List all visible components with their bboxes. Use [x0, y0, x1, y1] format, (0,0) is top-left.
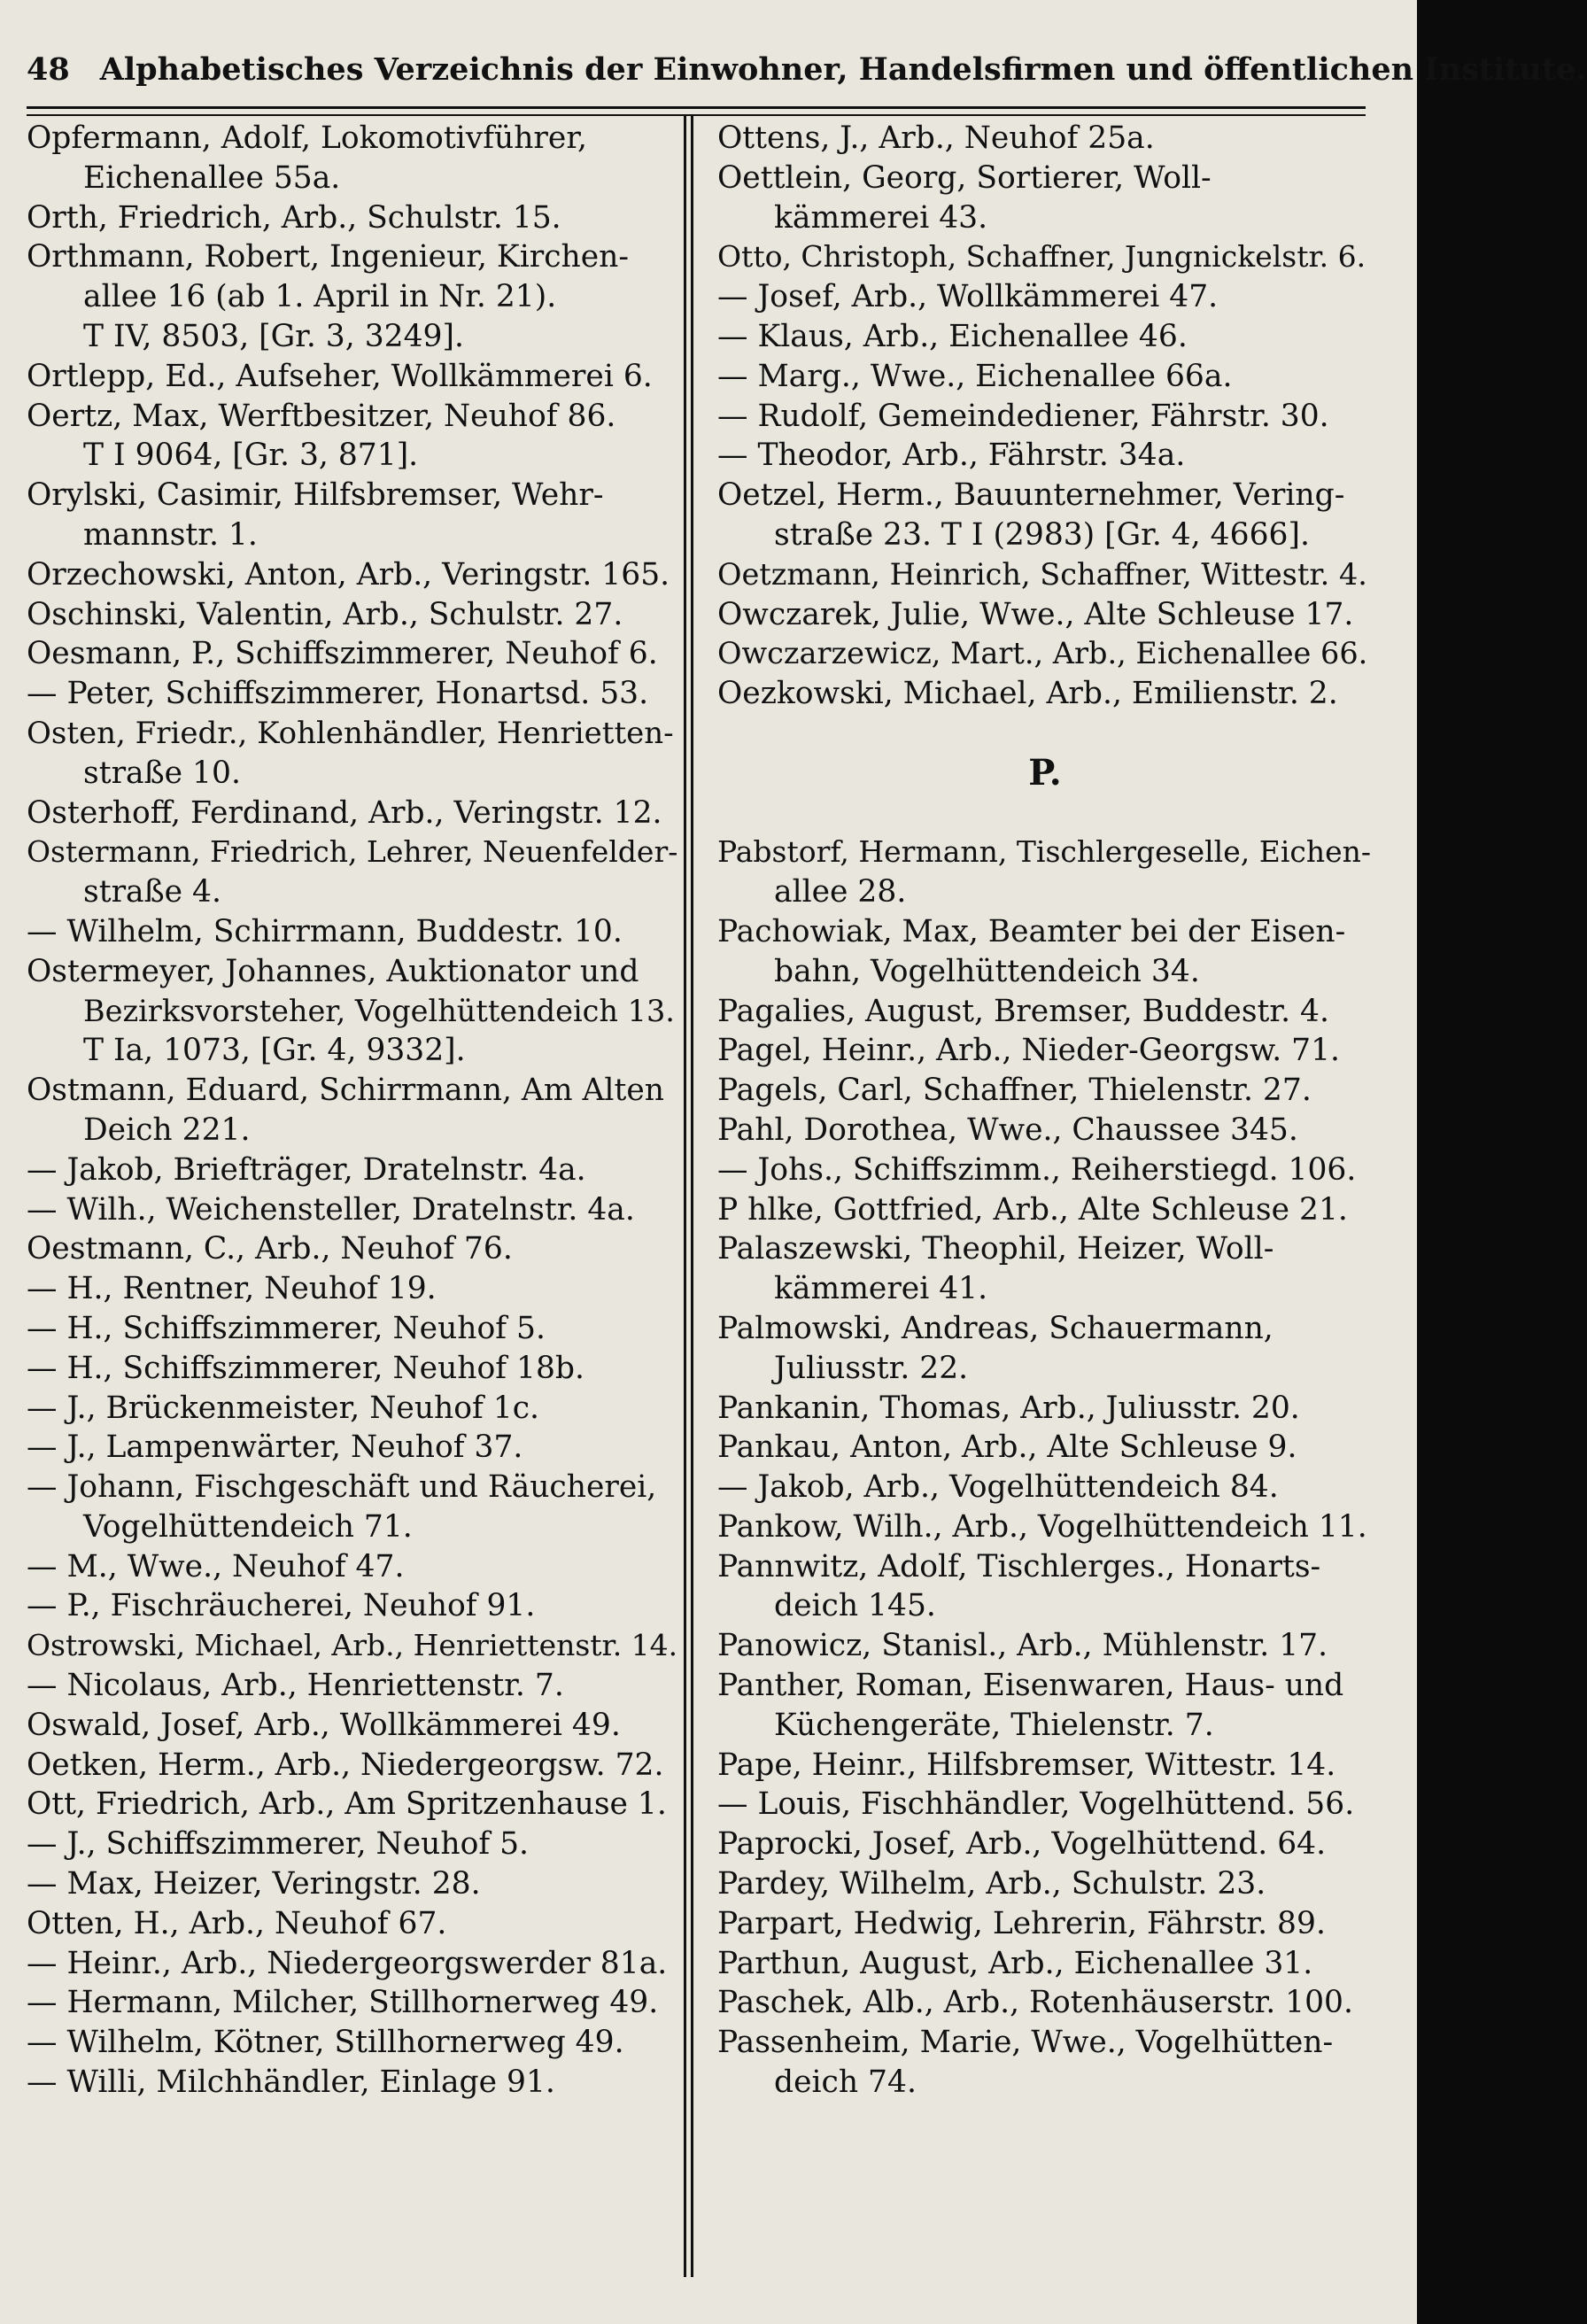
directory-line: — Willi, Milchhändler, Einlage 91. [27, 2064, 555, 2101]
directory-line: Pagel, Heinr., Arb., Nieder-Georgsw. 71. [717, 1033, 1341, 1069]
directory-line: — J., Brückenmeister, Neuhof 1c. [27, 1390, 540, 1426]
directory-line: Otto, Christoph, Schaffner, Jungnickelstr. 6. [717, 239, 1366, 275]
directory-line: — Jakob, Briefträger, Dratelnstr. 4a. [27, 1151, 586, 1188]
directory-line: — Johs., Schiffszimm., Reiherstiegd. 106. [717, 1151, 1357, 1188]
directory-line: Owczarzewicz, Mart., Arb., Eichenallee 66. [717, 636, 1368, 671]
directory-line: — Max, Heizer, Veringstr. 28. [27, 1866, 481, 1902]
directory-line: Otten, H., Arb., Neuhof 67. [27, 1905, 447, 1941]
directory-line: bahn, Vogelhüttendeich 34. [774, 953, 1200, 989]
directory-line: Pannwitz, Adolf, Tischlerges., Honarts- [717, 1548, 1321, 1584]
directory-line: Oswald, Josef, Arb., Wollkämmerei 49. [27, 1707, 621, 1743]
directory-line: Oetzmann, Heinrich, Schaffner, Wittestr. 4. [717, 556, 1367, 592]
directory-line: deich 74. [774, 2064, 917, 2101]
directory-line: Ott, Friedrich, Arb., Am Spritzenhause 1. [27, 1786, 667, 1823]
directory-line: — Theodor, Arb., Fährstr. 34a. [717, 438, 1186, 474]
section-heading: P. [1028, 751, 1062, 794]
directory-line: Passenheim, Marie, Wwe., Vogelhütten- [717, 2025, 1334, 2061]
directory-line: Ottens, J., Arb., Neuhof 25a. [717, 120, 1155, 156]
header-rule [27, 106, 1366, 109]
directory-line: Pagels, Carl, Schaffner, Thielenstr. 27. [717, 1073, 1312, 1109]
directory-line: Palmowski, Andreas, Schauermann, [717, 1310, 1273, 1346]
directory-line: — Josef, Arb., Wollkämmerei 47. [717, 279, 1219, 315]
directory-line: — Wilhelm, Schirrmann, Buddestr. 10. [27, 913, 623, 949]
directory-line: Vogelhüttendeich 71. [83, 1508, 413, 1545]
spacer [717, 794, 1373, 833]
directory-line: Palaszewski, Theophil, Heizer, Woll- [717, 1231, 1274, 1267]
directory-line: — Louis, Fischhändler, Vogelhüttend. 56. [717, 1786, 1355, 1823]
directory-line: Pabstorf, Hermann, Tischlergeselle, Eichen- [717, 834, 1372, 870]
directory-line: Oesmann, P., Schiffszimmerer, Neuhof 6. [27, 636, 658, 672]
directory-line: mannstr. 1. [83, 516, 258, 553]
directory-line: kämmerei 43. [774, 199, 988, 236]
directory-line: — Wilh., Weichensteller, Dratelnstr. 4a. [27, 1191, 635, 1228]
directory-line: Oettlein, Georg, Sortierer, Woll- [717, 159, 1212, 196]
column-divider [684, 116, 686, 2277]
directory-line: — J., Lampenwärter, Neuhof 37. [27, 1429, 523, 1466]
directory-line: — M., Wwe., Neuhof 47. [27, 1548, 405, 1584]
directory-line: — Jakob, Arb., Vogelhüttendeich 84. [717, 1469, 1279, 1506]
directory-line: allee 28. [774, 874, 907, 910]
directory-line: Orzechowski, Anton, Arb., Veringstr. 165. [27, 556, 670, 593]
directory-line: Oestmann, C., Arb., Neuhof 76. [27, 1231, 513, 1267]
header-rule-secondary [27, 114, 1366, 116]
directory-line: — Klaus, Arb., Eichenallee 46. [717, 318, 1188, 354]
directory-line: Pankanin, Thomas, Arb., Juliusstr. 20. [717, 1390, 1300, 1426]
directory-line: deich 145. [774, 1588, 936, 1624]
directory-line: Pardey, Wilhelm, Arb., Schulstr. 23. [717, 1866, 1266, 1902]
directory-line: Orth, Friedrich, Arb., Schulstr. 15. [27, 199, 561, 236]
directory-line: Ostmann, Eduard, Schirrmann, Am Alten [27, 1073, 664, 1109]
directory-line: — Heinr., Arb., Niedergeorgswerder 81a. [27, 1945, 668, 1981]
directory-line: — Nicolaus, Arb., Henriettenstr. 7. [27, 1668, 564, 1704]
directory-line: Parthun, August, Arb., Eichenallee 31. [717, 1945, 1313, 1981]
directory-line: Juliusstr. 22. [774, 1350, 969, 1386]
page-header [27, 51, 1587, 105]
directory-line: Ostermeyer, Johannes, Auktionator und [27, 953, 639, 989]
page-number: 48 [27, 51, 70, 88]
directory-line: — J., Schiffszimmerer, Neuhof 5. [27, 1826, 530, 1863]
directory-line: allee 16 (ab 1. April in Nr. 21). [83, 279, 557, 315]
directory-line: Deich 221. [83, 1112, 251, 1148]
directory-line: Paprocki, Josef, Arb., Vogelhüttend. 64. [717, 1826, 1327, 1863]
page-title: Alphabetisches Verzeichnis der Einwohner, Handelsfirmen und öffentlichen Institute. [99, 51, 1587, 88]
directory-line: straße 10. [83, 755, 241, 791]
directory-line: Pankau, Anton, Arb., Alte Schleuse 9. [717, 1429, 1297, 1466]
directory-line: Oertz, Max, Werftbesitzer, Neuhof 86. [27, 398, 616, 434]
directory-line: T I 9064, [Gr. 3, 871]. [83, 438, 419, 474]
directory-line: — Peter, Schiffszimmerer, Honartsd. 53. [27, 676, 649, 712]
column-divider-secondary [691, 116, 693, 2277]
directory-line: Pagalies, August, Bremser, Buddestr. 4. [717, 993, 1329, 1029]
directory-line: — Wilhelm, Kötner, Stillhornerweg 49. [27, 2025, 624, 2061]
directory-line: Küchengeräte, Thielenstr. 7. [774, 1707, 1214, 1743]
directory-line: — P., Fischräucherei, Neuhof 91. [27, 1588, 536, 1624]
directory-line: Panther, Roman, Eisenwaren, Haus- und [717, 1668, 1344, 1704]
directory-line: Orthmann, Robert, Ingenieur, Kirchen- [27, 239, 630, 275]
directory-line: — H., Schiffszimmerer, Neuhof 5. [27, 1310, 546, 1346]
directory-line: Oezkowski, Michael, Arb., Emilienstr. 2. [717, 676, 1338, 712]
directory-line: Pahl, Dorothea, Wwe., Chaussee 345. [717, 1112, 1298, 1148]
directory-line: T IV, 8503, [Gr. 3, 3249]. [83, 318, 464, 354]
directory-line: straße 4. [83, 874, 221, 910]
directory-line: — Johann, Fischgeschäft und Räucherei, [27, 1469, 657, 1506]
right-column [717, 119, 1373, 2103]
directory-line: — H., Rentner, Neuhof 19. [27, 1271, 437, 1307]
directory-line: Opfermann, Adolf, Lokomotivführer, [27, 120, 587, 156]
directory-line: Pankow, Wilh., Arb., Vogelhüttendeich 11. [717, 1508, 1367, 1545]
directory-line: straße 23. T I (2983) [Gr. 4, 4666]. [774, 516, 1310, 553]
directory-line: — Rudolf, Gemeindediener, Fährstr. 30. [717, 398, 1329, 434]
directory-line: Pachowiak, Max, Beamter bei der Eisen- [717, 913, 1346, 949]
directory-line: Eichenallee 55a. [83, 159, 341, 196]
spacer [717, 714, 1373, 754]
directory-line: Osten, Friedr., Kohlenhändler, Henrietten- [27, 715, 674, 751]
directory-line: Bezirksvorsteher, Vogelhüttendeich 13. [83, 993, 675, 1028]
directory-line: Ostermann, Friedrich, Lehrer, Neuenfelder- [27, 834, 678, 870]
directory-line: — H., Schiffszimmerer, Neuhof 18b. [27, 1350, 584, 1386]
directory-line: Oetken, Herm., Arb., Niedergeorgsw. 72. [27, 1747, 664, 1783]
directory-line: P hlke, Gottfried, Arb., Alte Schleuse 21. [717, 1191, 1348, 1228]
directory-line: Owczarek, Julie, Wwe., Alte Schleuse 17. [717, 596, 1354, 632]
directory-line: — Marg., Wwe., Eichenallee 66a. [717, 358, 1233, 394]
directory-line: Pape, Heinr., Hilfsbremser, Wittestr. 14. [717, 1747, 1336, 1783]
directory-line: T Ia, 1073, [Gr. 4, 9332]. [83, 1033, 466, 1069]
directory-line: Ostrowski, Michael, Arb., Henriettenstr. 14. [27, 1628, 678, 1663]
directory-line: Oschinski, Valentin, Arb., Schulstr. 27. [27, 596, 623, 632]
directory-line: Osterhoff, Ferdinand, Arb., Veringstr. 12. [27, 794, 662, 831]
left-column [27, 119, 682, 2103]
directory-line: Ortlepp, Ed., Aufseher, Wollkämmerei 6. [27, 358, 653, 394]
directory-line: Paschek, Alb., Arb., Rotenhäuserstr. 100. [717, 1985, 1353, 2021]
directory-line: Panowicz, Stanisl., Arb., Mühlenstr. 17. [717, 1628, 1328, 1664]
directory-line: Orylski, Casimir, Hilfsbremser, Wehr- [27, 477, 604, 514]
directory-line: — Hermann, Milcher, Stillhornerweg 49. [27, 1985, 659, 2021]
directory-line: Oetzel, Herm., Bauunternehmer, Vering- [717, 477, 1345, 514]
directory-line: kämmerei 41. [774, 1271, 988, 1307]
directory-line: Parpart, Hedwig, Lehrerin, Fährstr. 89. [717, 1905, 1326, 1941]
